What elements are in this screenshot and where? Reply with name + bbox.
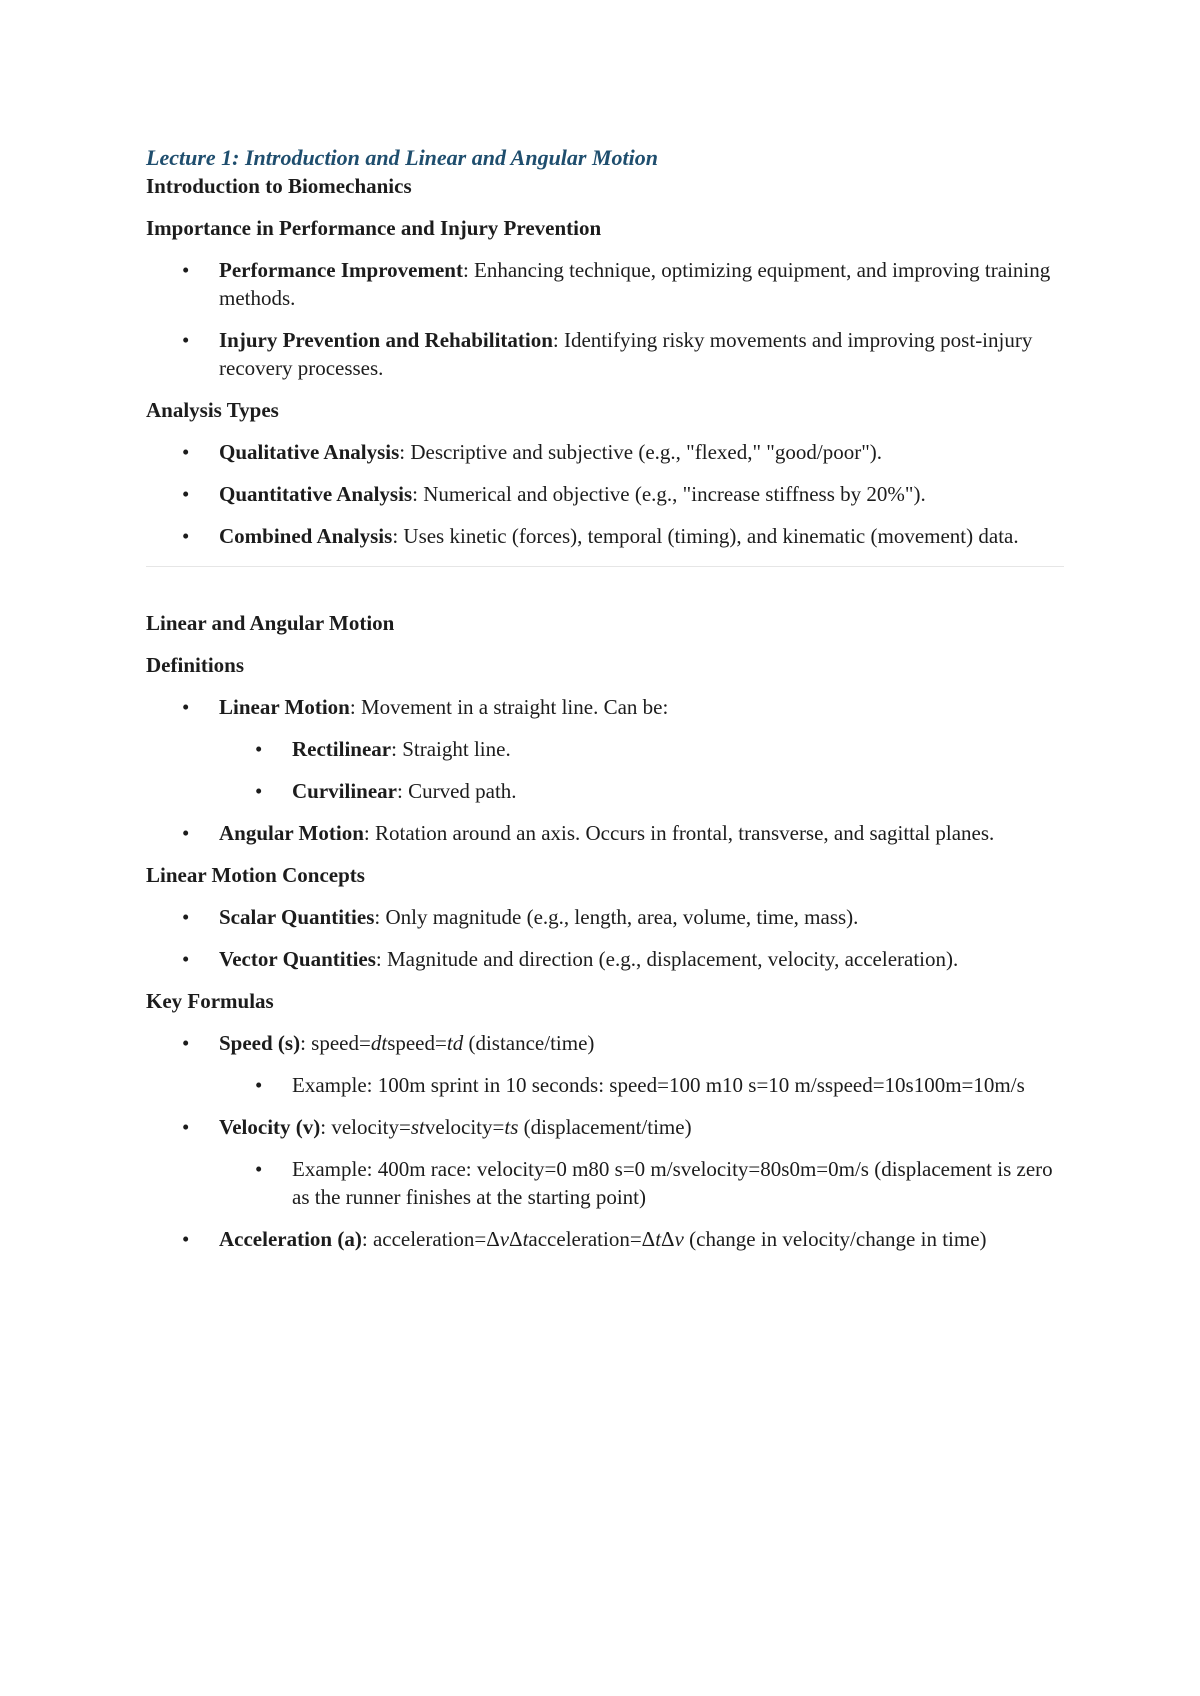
analysis-list: [146, 438, 1066, 550]
formula-term: Velocity (v): [219, 1115, 321, 1139]
formula-text: (change in velocity/change in time): [683, 1227, 987, 1251]
formula-text: (distance/time): [463, 1031, 595, 1055]
list-item-text: : Movement in a straight line. Can be:: [349, 695, 669, 719]
subheading-key-formulas: Key Formulas: [146, 989, 274, 1013]
formula-text: : velocity=: [320, 1115, 411, 1139]
list-item-term: Qualitative Analysis: [219, 440, 400, 464]
formula-term: Speed (s): [219, 1031, 301, 1055]
list-item: [146, 256, 1066, 312]
formula-var: st: [410, 1115, 425, 1139]
formula-var: dt: [370, 1031, 388, 1055]
formula-speed: [146, 1029, 1066, 1099]
speed-example-list: [219, 1071, 1066, 1099]
subheading-analysis-types: Analysis Types: [146, 398, 279, 422]
formula-var: t: [522, 1227, 529, 1251]
formula-text: : speed=: [300, 1031, 371, 1055]
list-item-term: Angular Motion: [219, 821, 364, 845]
list-item-text: : Curved path.: [397, 779, 517, 803]
list-item-text: : Only magnitude (e.g., length, area, volume, time, mass).: [374, 905, 859, 929]
list-item-term: Curvilinear: [292, 779, 397, 803]
formula-text: Δ: [661, 1227, 675, 1251]
formula-text: (displacement/time): [518, 1115, 692, 1139]
formulas-list: [146, 1029, 1066, 1253]
sub-list-item: [219, 777, 1066, 805]
list-item-term: Injury Prevention and Rehabilitation: [219, 328, 553, 352]
section-heading-intro: Introduction to Biomechanics: [146, 174, 412, 198]
list-item-term: Vector Quantities: [219, 947, 376, 971]
formula-term: Acceleration (a): [219, 1227, 362, 1251]
sub-list-item: [219, 735, 1066, 763]
formula-velocity: [146, 1113, 1066, 1211]
list-item: [146, 903, 1066, 931]
formula-text: acceleration=Δ: [528, 1227, 656, 1251]
list-item-term: Combined Analysis: [219, 524, 393, 548]
subheading-definitions: Definitions: [146, 653, 245, 677]
importance-list: [146, 256, 1066, 382]
example-item: • Example: 400m race: velocity=0 m80 s=0 m/svelocity=80s0m=0m/s (displacement is zero as the runner finishes at the starting point): [219, 1155, 1066, 1211]
formula-var: t: [655, 1227, 662, 1251]
list-item: [146, 693, 1066, 805]
list-item: [146, 326, 1066, 382]
section-heading-motion: Linear and Angular Motion: [146, 611, 395, 635]
list-item: [146, 819, 1066, 847]
list-item-term: Linear Motion: [219, 695, 350, 719]
formula-text: speed=: [387, 1031, 447, 1055]
list-item-text: : Uses kinetic (forces), temporal (timing), and kinematic (movement) data.: [392, 524, 1019, 548]
list-item-text: : Magnitude and direction (e.g., displacement, velocity, acceleration).: [375, 947, 959, 971]
list-item: [146, 480, 1066, 508]
formula-text: : acceleration=Δ: [361, 1227, 500, 1251]
formula-text: Δ: [509, 1227, 523, 1251]
list-item-term: Rectilinear: [292, 737, 392, 761]
list-item-term: Scalar Quantities: [219, 905, 375, 929]
formula-var: td: [446, 1031, 464, 1055]
list-item-text: : Straight line.: [391, 737, 511, 761]
list-item-term: Quantitative Analysis: [219, 482, 413, 506]
list-item-text: : Numerical and objective (e.g., "increase stiffness by 20%").: [412, 482, 926, 506]
example-item: • Example: 100m sprint in 10 seconds: speed=100 m10 s=10 m/sspeed=10s100m=10m/s: [219, 1071, 1066, 1099]
list-item-text: : Descriptive and subjective (e.g., "flexed," "good/poor").: [399, 440, 883, 464]
formula-var: v: [674, 1227, 684, 1251]
linear-subtypes-list: [219, 735, 1066, 805]
concepts-list: [146, 903, 1066, 973]
formula-text: velocity=: [424, 1115, 505, 1139]
subheading-linear-concepts: Linear Motion Concepts: [146, 863, 365, 887]
lecture-title: Lecture 1: Introduction and Linear and Angular Motion: [146, 145, 659, 170]
velocity-example-list: [219, 1155, 1066, 1211]
horizontal-divider: [146, 566, 1064, 567]
list-item-text: : Enhancing technique, optimizing equipment, and improving training methods.: [219, 258, 1051, 310]
subheading-importance: Importance in Performance and Injury Prevention: [146, 216, 602, 240]
formula-var: ts: [504, 1115, 519, 1139]
list-item-text: : Rotation around an axis. Occurs in frontal, transverse, and sagittal planes.: [363, 821, 995, 845]
list-item: [146, 522, 1066, 550]
list-item: [146, 438, 1066, 466]
document-page: [146, 144, 1066, 1253]
definitions-list: [146, 693, 1066, 847]
formula-var: v: [499, 1227, 510, 1251]
list-item-term: Performance Improvement: [219, 258, 463, 282]
list-item-text: : Identifying risky movements and improving post-injury recovery processes.: [219, 328, 1033, 380]
list-item: [146, 945, 1066, 973]
formula-acceleration: [146, 1225, 1066, 1253]
